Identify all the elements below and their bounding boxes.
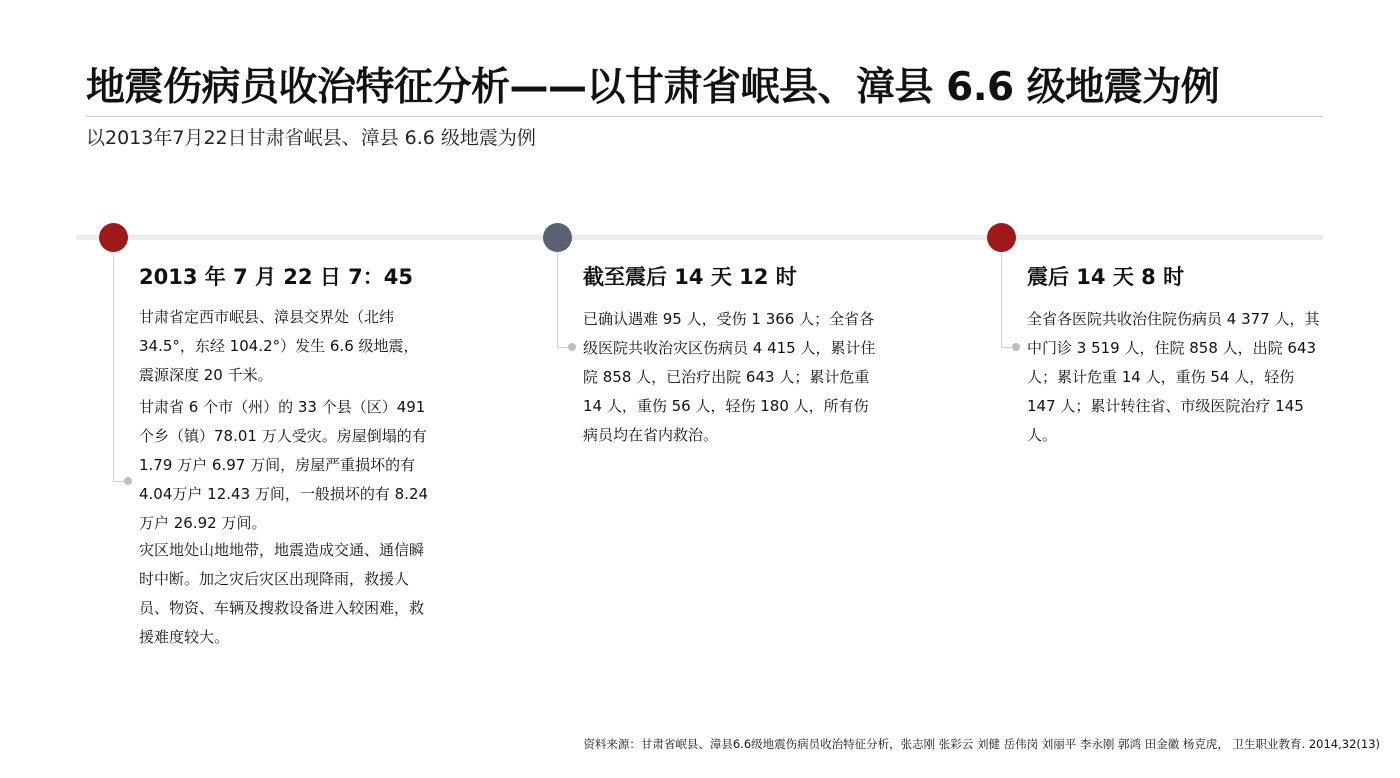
timeline-paragraph-3-1: 全省各医院共收治住院伤病员 4 377 人，其中门诊 3 519 人，住院 858 人，出院 643 人；累计危重 14 人，重伤 54 人，轻伤 147 人；累计转往省、市级医院治疗 145 人。 — [1027, 310, 1320, 444]
page-title: 地震伤病员收治特征分析——以甘肃省岷县、漳县 6.6 级地震为例 — [86, 65, 1220, 110]
timeline-heading-1: 2013 年 7 月 22 日 7：45 — [139, 265, 413, 289]
title-divider — [86, 116, 1323, 117]
page-subtitle: 以2013年7月22日甘肃省岷县、漳县 6.6 级地震为例 — [86, 127, 536, 149]
timeline-dot-3 — [1012, 343, 1020, 351]
timeline-dot-2 — [568, 343, 576, 351]
timeline-paragraph-2-1: 已确认遇难 95 人，受伤 1 366 人；全省各级医院共收治灾区伤病员 4 415 人，累计住院 858 人，已治疗出院 643 人；累计危重 14 人，重伤 56 人，轻伤 180 人，所有伤病员均在省内救治。 — [583, 310, 876, 444]
source-citation: 资料来源：甘肃省岷县、漳县6.6级地震伤病员收治特征分析，张志刚 张彩云 刘健 岳伟岗 刘丽平 李永刚 郭鸿 田金徽 杨克虎， 卫生职业教育. 2014,32(13) — [583, 737, 1380, 751]
timeline-line — [76, 235, 1323, 240]
timeline-paragraph-1-1: 甘肃省定西市岷县、漳县交界处（北纬 34.5°，东经 104.2°）发生 6.6 级地震，震源深度 20 千米。 — [139, 308, 419, 384]
timeline-connector-1 — [113, 252, 114, 481]
timeline-hline-1 — [113, 481, 124, 482]
timeline-heading-3: 震后 14 天 8 时 — [1027, 265, 1185, 289]
timeline-dot-1 — [124, 477, 132, 485]
timeline-connector-3 — [1001, 252, 1002, 347]
timeline-paragraph-1-3: 灾区地处山地地带，地震造成交通、通信瞬时中断。加之灾后灾区出现降雨，救援人员、物资、车辆及搜救设备进入较困难，救援难度较大。 — [139, 541, 425, 646]
timeline-heading-2: 截至震后 14 天 12 时 — [583, 265, 797, 289]
timeline-node-3 — [987, 223, 1016, 252]
timeline-node-2 — [543, 223, 572, 252]
timeline-paragraph-1-2: 甘肃省 6 个市（州）的 33 个县（区）491 个乡（镇）78.01 万人受灾。房屋倒塌的有 1.79 万户 6.97 万间，房屋严重损坏的有 4.04万户 12.43 万间，一般损坏的有 8.24 万户 26.92 万间。 — [139, 398, 429, 532]
timeline-hline-3 — [1001, 347, 1012, 348]
timeline-connector-2 — [557, 252, 558, 347]
timeline-hline-2 — [557, 347, 568, 348]
timeline-node-1 — [99, 223, 128, 252]
